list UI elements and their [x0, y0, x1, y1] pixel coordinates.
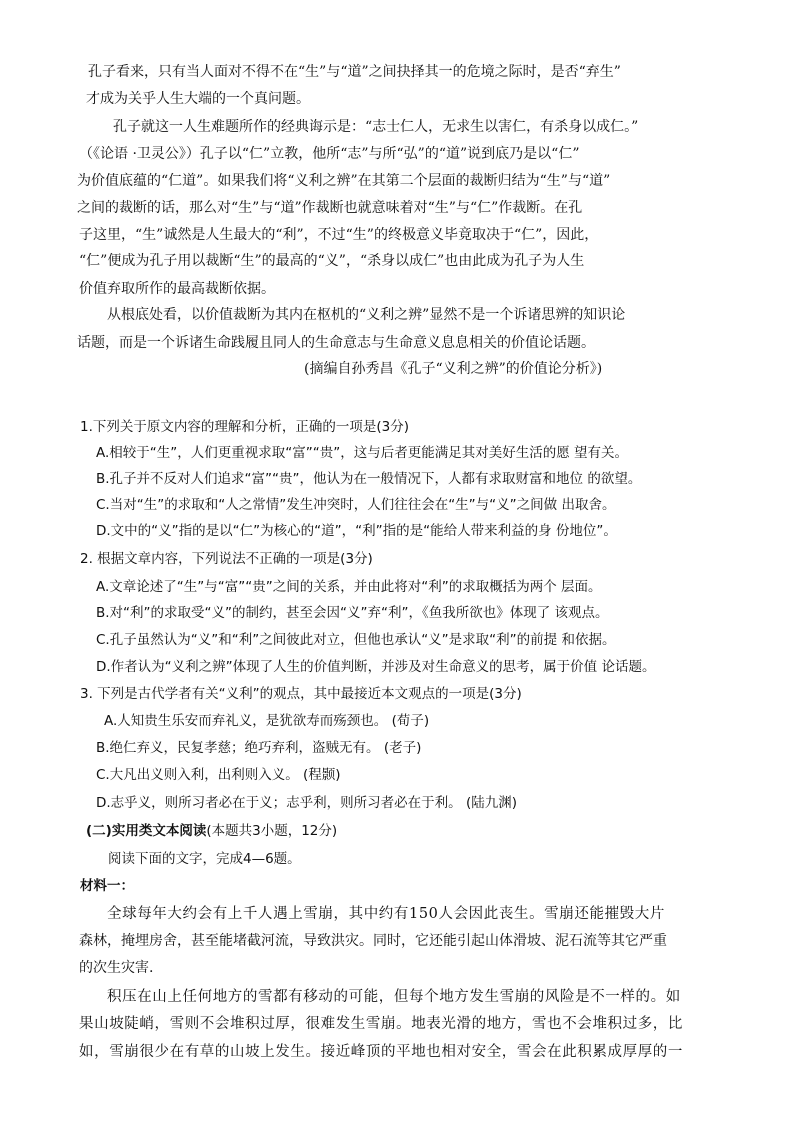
passage-line: 孔子看来，只有当人面对不得不在“生”与“道”之间抉择其一的危境之际时，是否“弃生”: [88, 64, 621, 80]
material-line: 全球每年大约会有上千人遇上雪崩，其中约有150人会因此丧生。雪崩还能摧毁大片: [107, 906, 665, 922]
question-2-option-b: B.对“利”的求取受“义”的制约，甚至会因“义”弃“利”，《鱼我所欲也》体现了 该观点。: [96, 605, 609, 621]
passage-line: （《论语 ·卫灵公》）孔子以“仁”立教，他所“志”与所“弘”的“道”说到底乃是以“仁”: [79, 146, 580, 162]
passage-line: “仁”便成为孔子用以裁断“生”的最高的“义”，“杀身以成仁”也由此成为孔子为人生: [79, 253, 585, 269]
question-2-stem: 2. 根据文章内容，下列说法不正确的一项是(3分): [80, 551, 373, 567]
question-1-option-c: C.当对“生”的求取和“人之常情”发生冲突时，人们往往会在“生”与“义”之间做 出取舍。: [96, 497, 616, 513]
question-3-option-b: B.绝仁弃义，民复孝慈；绝巧弃利，盗贼无有。 (老子): [96, 740, 422, 756]
material-line: 如，雪崩很少在有草的山坡上发生。接近峰顶的平地也相对安全，雪会在此积累成厚厚的一: [79, 1044, 683, 1060]
material-line: 积压在山上任何地方的雪都有移动的可能，但每个地方发生雪崩的风险是不一样的。如: [107, 989, 681, 1005]
question-3-option-c: C.大凡出义则入利，出利则入义。 (程颢): [96, 767, 341, 783]
section-heading-note: (本题共3小题，12分): [206, 823, 338, 839]
passage-line: 才成为关乎人生大端的一个真问题。: [86, 91, 310, 107]
question-2-option-a: A.文章论述了“生”与“富”“贵”之间的关系，并由此将对“利”的求取概括为两个 层面。: [96, 579, 602, 595]
passage-line: 孔子就这一人生难题所作的经典诲示是：“志士仁人，无求生以害仁，有杀身以成仁。”: [113, 119, 639, 135]
section-heading: [86, 821, 337, 841]
passage-line: 话题，而是一个诉诸生命践履且同人的生命意志与生命意义息息相关的价值论话题。: [77, 335, 595, 351]
material-line: 森林，掩埋房舍，甚至能堵截河流，导致洪灾。同时，它还能引起山体滑坡、泥石流等其它严重: [79, 933, 667, 949]
question-1-option-a: A.相较于“生”，人们更重视求取“富”“贵”，这与后者更能满足其对美好生活的愿 望有关。: [96, 445, 629, 461]
material-line: 果山坡陡峭，雪则不会堆积过厚，很难发生雪崩。地表光滑的地方，雪也不会堆积过多，比: [79, 1016, 683, 1032]
material-line: 的次生灾害.: [79, 960, 154, 976]
section-instruction: 阅读下面的文字，完成4—6题。: [108, 851, 301, 867]
question-1-option-b: B.孔子并不反对人们追求“富”“贵”，他认为在一般情况下，人都有求取财富和地位 的欲望。: [96, 471, 642, 487]
question-2-option-c: C.孔子虽然认为“义”和“利”之间彼此对立，但他也承认“义”是求取“利”的前提 和依据。: [96, 632, 616, 648]
question-3-option-d: D.志乎义，则所习者必在于义；志乎利，则所习者必在于利。 (陆九渊): [96, 795, 518, 811]
passage-line: 子这里，“生”诚然是人生最大的“利”，不过“生”的终极意义毕竟取决于“仁”，因此，: [79, 227, 599, 243]
question-1-stem: 1.下列关于原文内容的理解和分析，正确的一项是(3分): [80, 419, 410, 435]
question-3-option-a: A.人知贵生乐安而弃礼义，是犹欲寿而殇颈也。 (荀子): [104, 713, 430, 729]
passage-line: 价值弃取所作的最高裁断依据。: [79, 281, 275, 297]
section-heading-title: (二)实用类文本阅读: [86, 823, 207, 839]
question-3-stem: 3. 下列是古代学者有关“义利”的观点，其中最接近本文观点的一项是(3分): [80, 686, 522, 702]
passage-line: 为价值底蕴的“仁道”。如果我们将“义利之辨”在其第二个层面的裁断归结为“生”与“道”: [77, 173, 611, 189]
passage-source: (摘编自孙秀昌《孔子“义利之辨”的价值论分析》): [304, 361, 603, 377]
question-2-option-d: D.作者认为“义利之辨”体现了人生的价值判断，并涉及对生命意义的思考，属于价值 论话题。: [96, 659, 656, 675]
material-label: 材料一：: [80, 878, 134, 894]
passage-line: 从根底处看，以价值裁断为其内在枢机的“义利之辨”显然不是一个诉诸思辨的知识论: [107, 307, 626, 323]
question-1-option-d: D.文中的“义”指的是以“仁”为核心的“道”，“利”指的是“能给人带来利益的身 份地位”。: [96, 523, 617, 539]
passage-line: 之间的裁断的话，那么对“生”与“道”作裁断也就意味着对“生”与“仁”作裁断。在孔: [77, 200, 583, 216]
